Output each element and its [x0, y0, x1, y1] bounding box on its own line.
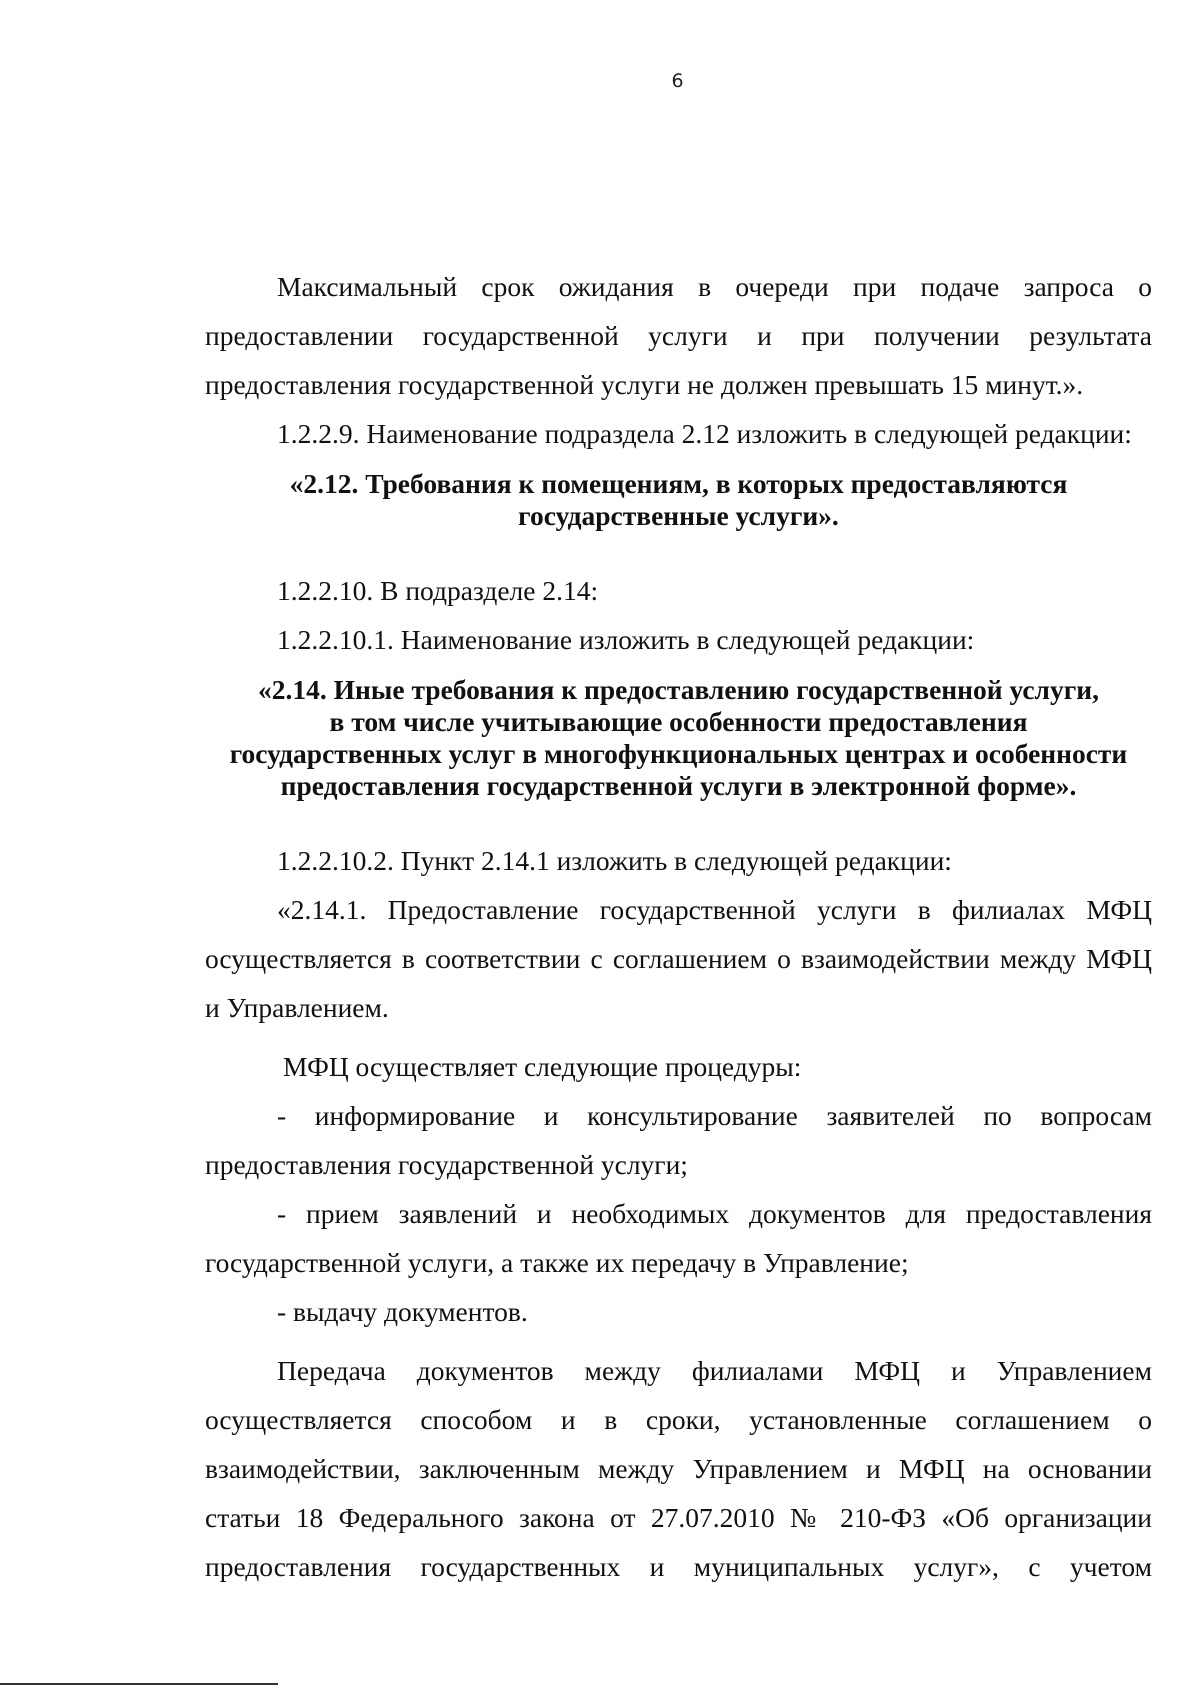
paragraph-1-2-2-10-1: 1.2.2.10.1. Наименование изложить в следующей редакции: — [277, 624, 975, 655]
text-line: осуществляется в соответствии с соглашением о взаимодействии между МФЦ — [205, 943, 1152, 974]
heading-line: государственных услуг в многофункциональных центрах и особенности — [229, 738, 1128, 769]
paragraph-1-2-2-9: 1.2.2.9. Наименование подраздела 2.12 изложить в следующей редакции: — [277, 418, 1132, 449]
text-line: предоставления государственной услуги не должен превышать 15 минут.». — [205, 369, 1084, 400]
heading-line: предоставления государственной услуги в электронной форме». — [280, 770, 1077, 801]
footnote-rule — [0, 1683, 278, 1685]
heading-line: «2.12. Требования к помещениям, в которых предоставляются — [289, 468, 1068, 499]
text-line: взаимодействии, заключенным между Управлением и МФЦ на основании — [205, 1453, 1152, 1484]
heading-2-12 — [205, 468, 1152, 532]
heading-line: государственные услуги». — [518, 500, 839, 531]
text-line: Передача документов между филиалами МФЦ и Управлением — [277, 1355, 1152, 1386]
heading-2-14 — [205, 674, 1152, 802]
text-line: - информирование и консультирование заявителей по вопросам — [277, 1100, 1152, 1131]
text-line: предоставления государственных и муниципальных услуг», с учетом — [205, 1551, 1152, 1582]
text-line: статьи 18 Федерального закона от 27.07.2010 № 210-ФЗ «Об организации — [205, 1502, 1152, 1533]
text-line: Максимальный срок ожидания в очереди при подаче запроса о — [277, 271, 1152, 302]
text-line: осуществляется способом и в сроки, установленные соглашением о — [205, 1404, 1152, 1435]
list-item-issuance: - выдачу документов. — [277, 1296, 528, 1327]
document-body — [205, 262, 1152, 1591]
paragraph-1-2-2-10: 1.2.2.10. В подразделе 2.14: — [277, 575, 599, 606]
paragraph-2-14-1 — [205, 885, 1152, 1032]
text-line: предоставления государственной услуги; — [205, 1149, 688, 1180]
text-line: «2.14.1. Предоставление государственной услуги в филиалах МФЦ — [277, 894, 1152, 925]
paragraph-mfc-procedures: МФЦ осуществляет следующие процедуры: — [283, 1051, 802, 1082]
heading-line: «2.14. Иные требования к предоставлению государственной услуги, — [258, 674, 1099, 705]
text-line: предоставлении государственной услуги и при получении результата — [205, 320, 1152, 351]
heading-line: в том числе учитывающие особенности предоставления — [329, 706, 1028, 737]
page-number: 6 — [671, 70, 684, 92]
list-item-informing — [205, 1091, 1152, 1189]
paragraph-queue-time — [205, 262, 1152, 409]
list-item-reception — [205, 1189, 1152, 1287]
paragraph-document-transfer — [205, 1346, 1152, 1591]
text-line: государственной услуги, а также их передачу в Управление; — [205, 1247, 909, 1278]
text-line: и Управлением. — [205, 992, 389, 1023]
text-line: - прием заявлений и необходимых документов для предоставления — [277, 1198, 1152, 1229]
paragraph-1-2-2-10-2: 1.2.2.10.2. Пункт 2.14.1 изложить в следующей редакции: — [277, 845, 952, 876]
